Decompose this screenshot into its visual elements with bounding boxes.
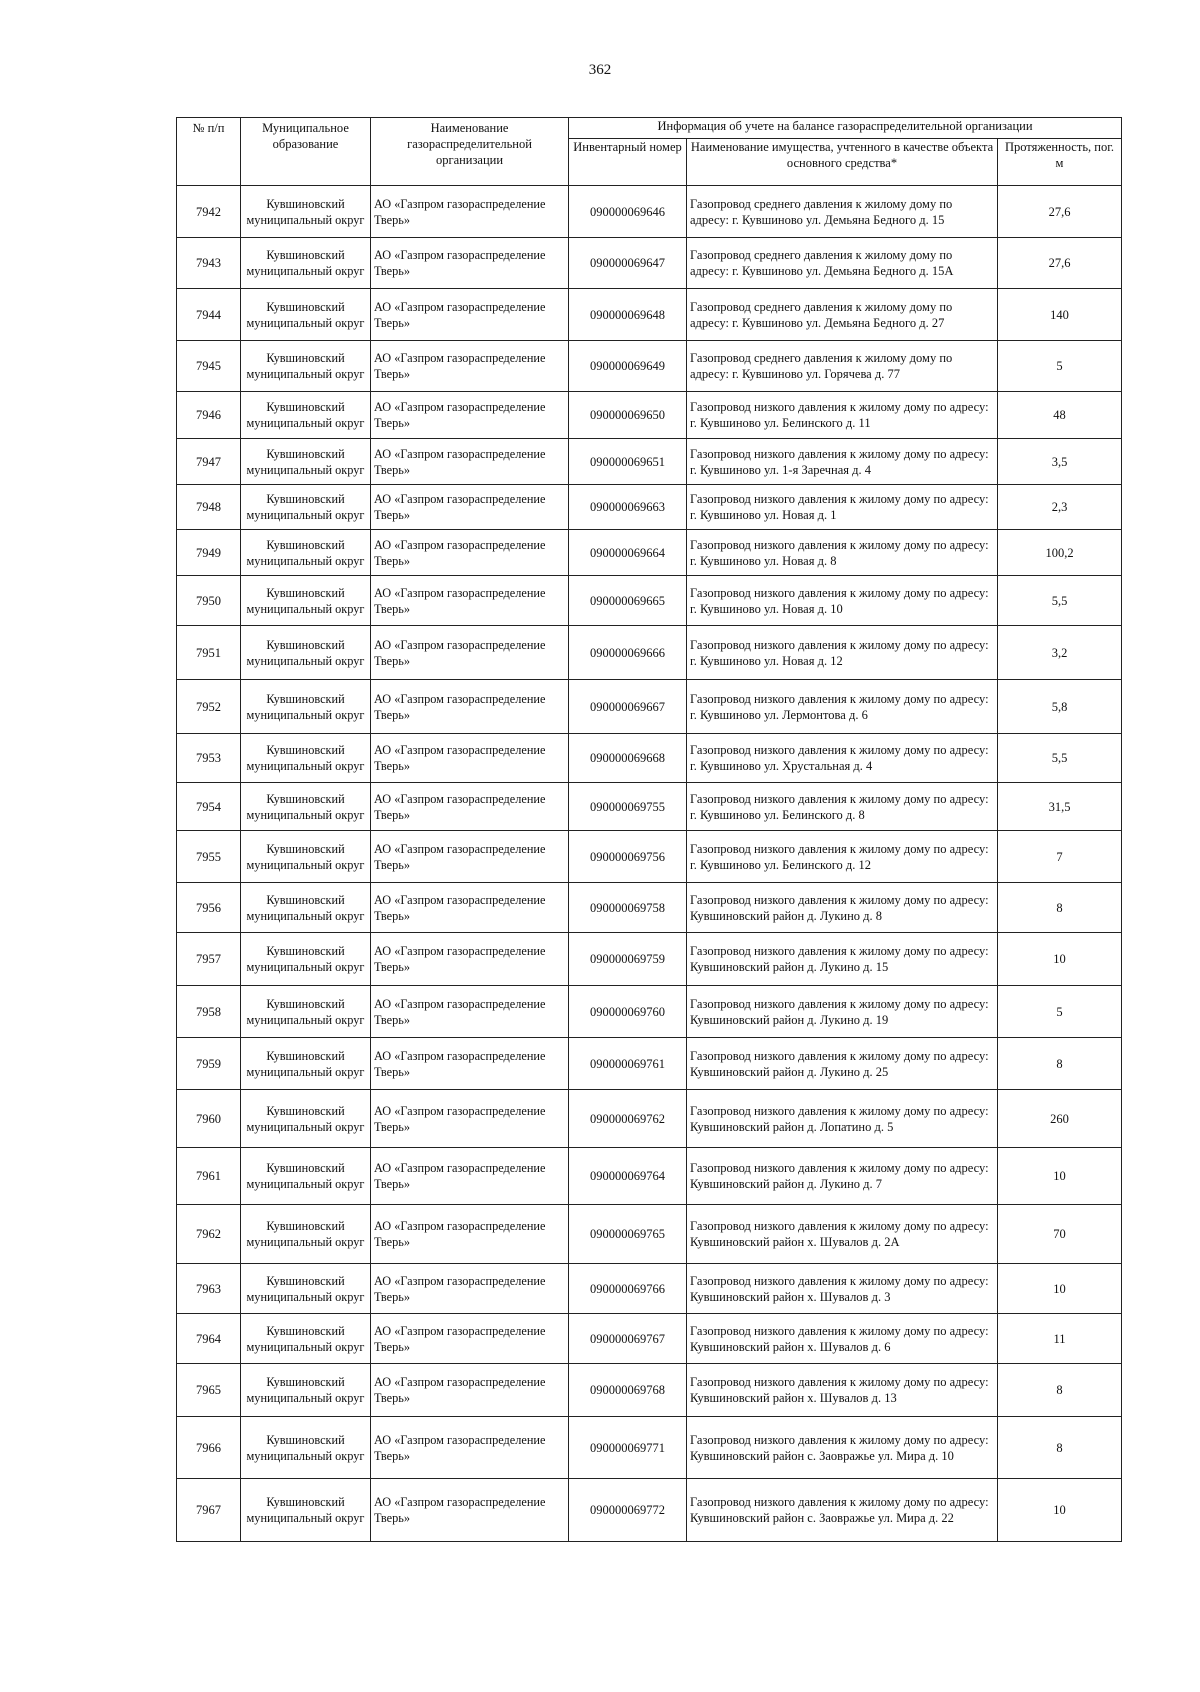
property-description: Газопровод низкого давления к жилому дому по адресу: Кувшиновский район с. Заовражье ул. Мира д. 22 bbox=[687, 1479, 998, 1542]
organization-name-line2: Тверь» bbox=[374, 212, 410, 227]
organization-cell bbox=[371, 1205, 569, 1264]
table-row bbox=[177, 530, 1122, 576]
inventory-number: 090000069648 bbox=[569, 289, 687, 341]
municipality-cell bbox=[241, 1479, 371, 1542]
organization-name-line1: АО «Газпром газораспределение bbox=[374, 400, 546, 414]
organization-name-line2: Тверь» bbox=[374, 707, 410, 722]
table-row bbox=[177, 1479, 1122, 1542]
organization-name-line2: Тверь» bbox=[374, 653, 410, 668]
pipeline-length: 100,2 bbox=[998, 530, 1122, 576]
table-row bbox=[177, 680, 1122, 734]
organization-name-line2: Тверь» bbox=[374, 462, 410, 477]
municipality-type: муниципальный округ bbox=[246, 807, 365, 822]
organization-name-line2: Тверь» bbox=[374, 857, 410, 872]
municipality-name: Кувшиновский bbox=[266, 691, 345, 706]
organization-name-line1: АО «Газпром газораспределение bbox=[374, 1219, 546, 1233]
municipality-cell bbox=[241, 289, 371, 341]
pipeline-length: 260 bbox=[998, 1090, 1122, 1148]
municipality-cell bbox=[241, 626, 371, 680]
row-number: 7957 bbox=[177, 933, 241, 986]
municipality-cell bbox=[241, 186, 371, 238]
organization-name-line2: Тверь» bbox=[374, 601, 410, 616]
municipality-name: Кувшиновский bbox=[266, 1375, 345, 1389]
property-description: Газопровод низкого давления к жилому дому по адресу: Кувшиновский район х. Шувалов д. 2А bbox=[687, 1205, 998, 1264]
property-description: Газопровод низкого давления к жилому дому по адресу: Кувшиновский район х. Шувалов д. 3 bbox=[687, 1264, 998, 1314]
property-description: Газопровод низкого давления к жилому дому по адресу: г. Кувшиново ул. Белинского д. 11 bbox=[687, 392, 998, 439]
organization-name-line2: Тверь» bbox=[374, 264, 410, 278]
table-row bbox=[177, 1205, 1122, 1264]
row-number: 7948 bbox=[177, 485, 241, 530]
organization-name-line2: Тверь» bbox=[374, 908, 410, 923]
municipality-type: муниципальный округ bbox=[246, 367, 365, 381]
organization-name-line2: Тверь» bbox=[374, 807, 410, 822]
organization-cell bbox=[371, 530, 569, 576]
row-number: 7946 bbox=[177, 392, 241, 439]
header-balance-info: Информация об учете на балансе газораспределительной организации bbox=[569, 118, 1122, 139]
municipality-type: муниципальный округ bbox=[246, 601, 365, 616]
pipeline-length: 10 bbox=[998, 933, 1122, 986]
inventory-number: 090000069771 bbox=[569, 1417, 687, 1479]
municipality-name: Кувшиновский bbox=[266, 1432, 345, 1447]
header-inventory-number: Инвентарный номер bbox=[569, 139, 687, 186]
table-row bbox=[177, 626, 1122, 680]
inventory-number: 090000069650 bbox=[569, 392, 687, 439]
organization-cell bbox=[371, 1314, 569, 1364]
organization-name-line2: Тверь» bbox=[374, 367, 410, 381]
header-length: Протяженность, пог. м bbox=[998, 139, 1122, 186]
organization-name-line2: Тверь» bbox=[374, 759, 410, 773]
organization-cell bbox=[371, 439, 569, 485]
municipality-cell bbox=[241, 530, 371, 576]
municipality-type: муниципальный округ bbox=[246, 416, 365, 430]
municipality-name: Кувшиновский bbox=[266, 892, 345, 907]
organization-name-line1: АО «Газпром газораспределение bbox=[374, 892, 546, 907]
municipality-type: муниципальный округ bbox=[246, 553, 365, 568]
municipality-type: муниципальный округ bbox=[246, 1391, 365, 1405]
municipality-type: муниципальный округ bbox=[246, 653, 365, 668]
organization-cell bbox=[371, 289, 569, 341]
property-description: Газопровод среднего давления к жилому дому по адресу: г. Кувшиново ул. Демьяна Бедного д. 15 bbox=[687, 186, 998, 238]
table-row bbox=[177, 1314, 1122, 1364]
pipeline-length: 48 bbox=[998, 392, 1122, 439]
row-number: 7961 bbox=[177, 1148, 241, 1205]
municipality-type: муниципальный округ bbox=[246, 1012, 365, 1027]
municipality-name: Кувшиновский bbox=[266, 1219, 345, 1233]
organization-name-line2: Тверь» bbox=[374, 508, 410, 522]
property-description: Газопровод низкого давления к жилому дому по адресу: Кувшиновский район х. Шувалов д. 6 bbox=[687, 1314, 998, 1364]
municipality-type: муниципальный округ bbox=[246, 1289, 365, 1304]
pipeline-length: 8 bbox=[998, 1417, 1122, 1479]
municipality-name: Кувшиновский bbox=[266, 400, 345, 414]
organization-cell bbox=[371, 680, 569, 734]
municipality-cell bbox=[241, 933, 371, 986]
organization-name-line2: Тверь» bbox=[374, 1511, 410, 1525]
row-number: 7964 bbox=[177, 1314, 241, 1364]
row-number: 7943 bbox=[177, 238, 241, 289]
municipality-type: муниципальный округ bbox=[246, 508, 365, 522]
municipality-name: Кувшиновский bbox=[266, 996, 345, 1011]
organization-name-line2: Тверь» bbox=[374, 1391, 410, 1405]
header-property-name: Наименование имущества, учтенного в качестве объекта основного средства* bbox=[687, 139, 998, 186]
organization-cell bbox=[371, 1148, 569, 1205]
property-description: Газопровод низкого давления к жилому дому по адресу: г. Кувшиново ул. Лермонтова д. 6 bbox=[687, 680, 998, 734]
organization-name-line1: АО «Газпром газораспределение bbox=[374, 196, 546, 211]
organization-cell bbox=[371, 392, 569, 439]
municipality-cell bbox=[241, 1314, 371, 1364]
property-registry-table bbox=[176, 117, 1122, 1542]
organization-name-line2: Тверь» bbox=[374, 1012, 410, 1027]
property-description: Газопровод низкого давления к жилому дому по адресу: г. Кувшиново ул. Новая д. 8 bbox=[687, 530, 998, 576]
municipality-cell bbox=[241, 883, 371, 933]
row-number: 7944 bbox=[177, 289, 241, 341]
organization-name-line1: АО «Газпром газораспределение bbox=[374, 351, 546, 365]
pipeline-length: 11 bbox=[998, 1314, 1122, 1364]
row-number: 7953 bbox=[177, 734, 241, 783]
table-row bbox=[177, 883, 1122, 933]
table-row bbox=[177, 392, 1122, 439]
organization-name-line1: АО «Газпром газораспределение bbox=[374, 248, 546, 262]
municipality-cell bbox=[241, 576, 371, 626]
municipality-name: Кувшиновский bbox=[266, 791, 345, 806]
inventory-number: 090000069756 bbox=[569, 831, 687, 883]
inventory-number: 090000069664 bbox=[569, 530, 687, 576]
property-description: Газопровод среднего давления к жилому дому по адресу: г. Кувшиново ул. Демьяна Бедного д. 27 bbox=[687, 289, 998, 341]
pipeline-length: 2,3 bbox=[998, 485, 1122, 530]
municipality-name: Кувшиновский bbox=[266, 1048, 345, 1063]
organization-name-line1: АО «Газпром газораспределение bbox=[374, 743, 546, 757]
municipality-cell bbox=[241, 680, 371, 734]
property-description: Газопровод низкого давления к жилому дому по адресу: Кувшиновский район д. Лукино д. 25 bbox=[687, 1038, 998, 1090]
pipeline-length: 10 bbox=[998, 1264, 1122, 1314]
table-row bbox=[177, 1364, 1122, 1417]
page-number: 362 bbox=[588, 62, 612, 78]
row-number: 7947 bbox=[177, 439, 241, 485]
organization-name-line1: АО «Газпром газораспределение bbox=[374, 1375, 546, 1389]
inventory-number: 090000069663 bbox=[569, 485, 687, 530]
municipality-type: муниципальный округ bbox=[246, 1177, 365, 1191]
organization-name-line2: Тверь» bbox=[374, 960, 410, 974]
municipality-name: Кувшиновский bbox=[266, 585, 345, 600]
organization-name-line1: АО «Газпром газораспределение bbox=[374, 944, 546, 958]
inventory-number: 090000069766 bbox=[569, 1264, 687, 1314]
row-number: 7956 bbox=[177, 883, 241, 933]
municipality-cell bbox=[241, 1148, 371, 1205]
organization-name-line1: АО «Газпром газораспределение bbox=[374, 1048, 546, 1063]
inventory-number: 090000069646 bbox=[569, 186, 687, 238]
municipality-cell bbox=[241, 734, 371, 783]
pipeline-length: 8 bbox=[998, 1364, 1122, 1417]
inventory-number: 090000069649 bbox=[569, 341, 687, 392]
organization-name-line2: Тверь» bbox=[374, 553, 410, 568]
organization-name-line2: Тверь» bbox=[374, 416, 410, 430]
inventory-number: 090000069761 bbox=[569, 1038, 687, 1090]
inventory-number: 090000069755 bbox=[569, 783, 687, 831]
municipality-cell bbox=[241, 783, 371, 831]
organization-cell bbox=[371, 341, 569, 392]
table-row bbox=[177, 341, 1122, 392]
row-number: 7949 bbox=[177, 530, 241, 576]
pipeline-length: 5,5 bbox=[998, 734, 1122, 783]
organization-cell bbox=[371, 1038, 569, 1090]
table-row bbox=[177, 933, 1122, 986]
municipality-name: Кувшиновский bbox=[266, 1323, 345, 1338]
pipeline-length: 5,5 bbox=[998, 576, 1122, 626]
organization-cell bbox=[371, 626, 569, 680]
municipality-type: муниципальный округ bbox=[246, 857, 365, 872]
organization-cell bbox=[371, 1264, 569, 1314]
municipality-cell bbox=[241, 986, 371, 1038]
property-description: Газопровод низкого давления к жилому дому по адресу: Кувшиновский район х. Шувалов д. 13 bbox=[687, 1364, 998, 1417]
pipeline-length: 27,6 bbox=[998, 186, 1122, 238]
organization-name-line1: АО «Газпром газораспределение bbox=[374, 1103, 546, 1118]
header-organization: Наименование газораспределительной организации bbox=[371, 118, 569, 186]
organization-name-line1: АО «Газпром газораспределение bbox=[374, 691, 546, 706]
pipeline-length: 8 bbox=[998, 883, 1122, 933]
row-number: 7958 bbox=[177, 986, 241, 1038]
municipality-type: муниципальный округ bbox=[246, 759, 365, 773]
organization-cell bbox=[371, 1479, 569, 1542]
table-row bbox=[177, 289, 1122, 341]
table-row bbox=[177, 576, 1122, 626]
municipality-name: Кувшиновский bbox=[266, 492, 345, 506]
municipality-type: муниципальный округ bbox=[246, 1448, 365, 1463]
inventory-number: 090000069765 bbox=[569, 1205, 687, 1264]
property-description: Газопровод низкого давления к жилому дому по адресу: Кувшиновский район с. Заовражье ул. Мира д. 10 bbox=[687, 1417, 998, 1479]
organization-name-line2: Тверь» bbox=[374, 1235, 410, 1249]
municipality-name: Кувшиновский bbox=[266, 1495, 345, 1509]
municipality-name: Кувшиновский bbox=[266, 196, 345, 211]
inventory-number: 090000069767 bbox=[569, 1314, 687, 1364]
property-description: Газопровод низкого давления к жилому дому по адресу: Кувшиновский район д. Лопатино д. 5 bbox=[687, 1090, 998, 1148]
municipality-name: Кувшиновский bbox=[266, 743, 345, 757]
table-row bbox=[177, 734, 1122, 783]
organization-name-line1: АО «Газпром газораспределение bbox=[374, 492, 546, 506]
inventory-number: 090000069647 bbox=[569, 238, 687, 289]
municipality-cell bbox=[241, 392, 371, 439]
inventory-number: 090000069666 bbox=[569, 626, 687, 680]
municipality-name: Кувшиновский bbox=[266, 1103, 345, 1118]
municipality-type: муниципальный округ bbox=[246, 1119, 365, 1134]
organization-cell bbox=[371, 1364, 569, 1417]
property-description: Газопровод низкого давления к жилому дому по адресу: Кувшиновский район д. Лукино д. 8 bbox=[687, 883, 998, 933]
municipality-name: Кувшиновский bbox=[266, 248, 345, 262]
municipality-type: муниципальный округ bbox=[246, 1235, 365, 1249]
table-row bbox=[177, 1038, 1122, 1090]
organization-name-line2: Тверь» bbox=[374, 1177, 410, 1191]
municipality-type: муниципальный округ bbox=[246, 1511, 365, 1525]
table-row bbox=[177, 986, 1122, 1038]
municipality-type: муниципальный округ bbox=[246, 960, 365, 974]
table-row bbox=[177, 1148, 1122, 1205]
pipeline-length: 8 bbox=[998, 1038, 1122, 1090]
property-description: Газопровод низкого давления к жилому дому по адресу: Кувшиновский район д. Лукино д. 19 bbox=[687, 986, 998, 1038]
table-row bbox=[177, 186, 1122, 238]
pipeline-length: 140 bbox=[998, 289, 1122, 341]
table-row bbox=[177, 485, 1122, 530]
inventory-number: 090000069772 bbox=[569, 1479, 687, 1542]
property-description: Газопровод низкого давления к жилому дому по адресу: г. Кувшиново ул. 1-я Заречная д. 4 bbox=[687, 439, 998, 485]
pipeline-length: 10 bbox=[998, 1479, 1122, 1542]
organization-name-line1: АО «Газпром газораспределение bbox=[374, 1432, 546, 1447]
table-row bbox=[177, 439, 1122, 485]
municipality-cell bbox=[241, 1038, 371, 1090]
pipeline-length: 5 bbox=[998, 986, 1122, 1038]
pipeline-length: 5,8 bbox=[998, 680, 1122, 734]
inventory-number: 090000069665 bbox=[569, 576, 687, 626]
organization-name-line1: АО «Газпром газораспределение bbox=[374, 537, 546, 552]
organization-name-line1: АО «Газпром газораспределение bbox=[374, 637, 546, 652]
municipality-type: муниципальный округ bbox=[246, 462, 365, 477]
municipality-type: муниципальный округ bbox=[246, 1064, 365, 1079]
municipality-name: Кувшиновский bbox=[266, 637, 345, 652]
municipality-cell bbox=[241, 1417, 371, 1479]
municipality-cell bbox=[241, 238, 371, 289]
pipeline-length: 5 bbox=[998, 341, 1122, 392]
municipality-name: Кувшиновский bbox=[266, 944, 345, 958]
table-row bbox=[177, 831, 1122, 883]
row-number: 7966 bbox=[177, 1417, 241, 1479]
organization-cell bbox=[371, 186, 569, 238]
municipality-cell bbox=[241, 439, 371, 485]
organization-name-line1: АО «Газпром газораспределение bbox=[374, 996, 546, 1011]
organization-cell bbox=[371, 734, 569, 783]
municipality-cell bbox=[241, 831, 371, 883]
organization-name-line1: АО «Газпром газораспределение bbox=[374, 791, 546, 806]
header-municipality: Муниципальное образование bbox=[241, 118, 371, 186]
organization-name-line1: АО «Газпром газораспределение bbox=[374, 1323, 546, 1338]
inventory-number: 090000069758 bbox=[569, 883, 687, 933]
table-row bbox=[177, 1417, 1122, 1479]
organization-name-line2: Тверь» bbox=[374, 1339, 410, 1354]
pipeline-length: 31,5 bbox=[998, 783, 1122, 831]
row-number: 7942 bbox=[177, 186, 241, 238]
row-number: 7960 bbox=[177, 1090, 241, 1148]
row-number: 7963 bbox=[177, 1264, 241, 1314]
inventory-number: 090000069668 bbox=[569, 734, 687, 783]
organization-cell bbox=[371, 783, 569, 831]
organization-name-line1: АО «Газпром газораспределение bbox=[374, 841, 546, 856]
row-number: 7954 bbox=[177, 783, 241, 831]
header-num: № п/п bbox=[177, 118, 241, 186]
organization-cell bbox=[371, 485, 569, 530]
inventory-number: 090000069764 bbox=[569, 1148, 687, 1205]
row-number: 7951 bbox=[177, 626, 241, 680]
organization-cell bbox=[371, 1417, 569, 1479]
inventory-number: 090000069760 bbox=[569, 986, 687, 1038]
organization-name-line1: АО «Газпром газораспределение bbox=[374, 585, 546, 600]
municipality-type: муниципальный округ bbox=[246, 212, 365, 227]
municipality-type: муниципальный округ bbox=[246, 707, 365, 722]
property-description: Газопровод низкого давления к жилому дому по адресу: Кувшиновский район д. Лукино д. 7 bbox=[687, 1148, 998, 1205]
property-description: Газопровод низкого давления к жилому дому по адресу: г. Кувшиново ул. Белинского д. 12 bbox=[687, 831, 998, 883]
property-description: Газопровод низкого давления к жилому дому по адресу: г. Кувшиново ул. Белинского д. 8 bbox=[687, 783, 998, 831]
organization-cell bbox=[371, 933, 569, 986]
municipality-name: Кувшиновский bbox=[266, 446, 345, 461]
organization-cell bbox=[371, 831, 569, 883]
property-description: Газопровод среднего давления к жилому дому по адресу: г. Кувшиново ул. Демьяна Бедного д. 15А bbox=[687, 238, 998, 289]
organization-name-line2: Тверь» bbox=[374, 315, 410, 330]
organization-name-line1: АО «Газпром газораспределение bbox=[374, 1273, 546, 1288]
organization-name-line1: АО «Газпром газораспределение bbox=[374, 446, 546, 461]
table-body bbox=[177, 186, 1122, 1542]
table-row bbox=[177, 1090, 1122, 1148]
row-number: 7965 bbox=[177, 1364, 241, 1417]
inventory-number: 090000069759 bbox=[569, 933, 687, 986]
property-description: Газопровод среднего давления к жилому дому по адресу: г. Кувшиново ул. Горячева д. 77 bbox=[687, 341, 998, 392]
organization-name-line1: АО «Газпром газораспределение bbox=[374, 1495, 546, 1509]
municipality-cell bbox=[241, 341, 371, 392]
pipeline-length: 3,2 bbox=[998, 626, 1122, 680]
organization-cell bbox=[371, 986, 569, 1038]
municipality-type: муниципальный округ bbox=[246, 264, 365, 278]
property-description: Газопровод низкого давления к жилому дому по адресу: г. Кувшиново ул. Хрустальная д. 4 bbox=[687, 734, 998, 783]
organization-name-line2: Тверь» bbox=[374, 1064, 410, 1079]
municipality-name: Кувшиновский bbox=[266, 351, 345, 365]
inventory-number: 090000069768 bbox=[569, 1364, 687, 1417]
property-description: Газопровод низкого давления к жилому дому по адресу: Кувшиновский район д. Лукино д. 15 bbox=[687, 933, 998, 986]
property-description: Газопровод низкого давления к жилому дому по адресу: г. Кувшиново ул. Новая д. 12 bbox=[687, 626, 998, 680]
row-number: 7945 bbox=[177, 341, 241, 392]
row-number: 7955 bbox=[177, 831, 241, 883]
organization-cell bbox=[371, 883, 569, 933]
pipeline-length: 70 bbox=[998, 1205, 1122, 1264]
property-description: Газопровод низкого давления к жилому дому по адресу: г. Кувшиново ул. Новая д. 10 bbox=[687, 576, 998, 626]
municipality-cell bbox=[241, 485, 371, 530]
property-description: Газопровод низкого давления к жилому дому по адресу: г. Кувшиново ул. Новая д. 1 bbox=[687, 485, 998, 530]
row-number: 7950 bbox=[177, 576, 241, 626]
organization-name-line2: Тверь» bbox=[374, 1289, 410, 1304]
organization-cell bbox=[371, 1090, 569, 1148]
municipality-type: муниципальный округ bbox=[246, 315, 365, 330]
pipeline-length: 3,5 bbox=[998, 439, 1122, 485]
municipality-name: Кувшиновский bbox=[266, 1161, 345, 1175]
table-row bbox=[177, 1264, 1122, 1314]
municipality-cell bbox=[241, 1205, 371, 1264]
municipality-name: Кувшиновский bbox=[266, 299, 345, 314]
table-row bbox=[177, 238, 1122, 289]
organization-cell bbox=[371, 238, 569, 289]
municipality-cell bbox=[241, 1364, 371, 1417]
municipality-cell bbox=[241, 1264, 371, 1314]
municipality-cell bbox=[241, 1090, 371, 1148]
pipeline-length: 27,6 bbox=[998, 238, 1122, 289]
inventory-number: 090000069667 bbox=[569, 680, 687, 734]
row-number: 7967 bbox=[177, 1479, 241, 1542]
row-number: 7962 bbox=[177, 1205, 241, 1264]
inventory-number: 090000069762 bbox=[569, 1090, 687, 1148]
organization-cell bbox=[371, 576, 569, 626]
organization-name-line1: АО «Газпром газораспределение bbox=[374, 299, 546, 314]
municipality-name: Кувшиновский bbox=[266, 537, 345, 552]
organization-name-line2: Тверь» bbox=[374, 1448, 410, 1463]
row-number: 7952 bbox=[177, 680, 241, 734]
pipeline-length: 7 bbox=[998, 831, 1122, 883]
pipeline-length: 10 bbox=[998, 1148, 1122, 1205]
municipality-name: Кувшиновский bbox=[266, 1273, 345, 1288]
inventory-number: 090000069651 bbox=[569, 439, 687, 485]
table-row bbox=[177, 783, 1122, 831]
municipality-type: муниципальный округ bbox=[246, 1339, 365, 1354]
organization-name-line1: АО «Газпром газораспределение bbox=[374, 1161, 546, 1175]
municipality-name: Кувшиновский bbox=[266, 841, 345, 856]
row-number: 7959 bbox=[177, 1038, 241, 1090]
organization-name-line2: Тверь» bbox=[374, 1119, 410, 1134]
municipality-type: муниципальный округ bbox=[246, 908, 365, 923]
